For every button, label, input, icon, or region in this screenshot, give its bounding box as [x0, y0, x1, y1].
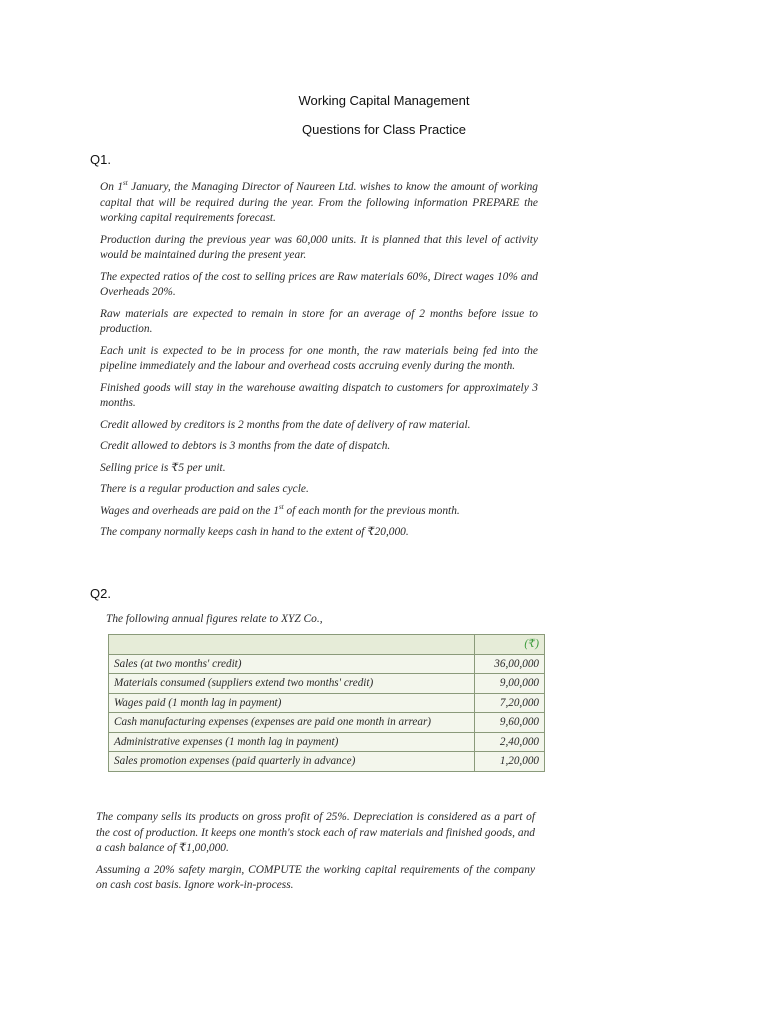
- q2-label: Q2.: [90, 586, 111, 601]
- row-label: Wages paid (1 month lag in payment): [109, 693, 475, 713]
- q1-p11-sup: st: [278, 502, 284, 511]
- q1-paragraph: Each unit is expected to be in process for one month, the raw materials being fed into the pipeline immediately and the labour and overhead costs accruing evenly during the month.: [100, 344, 538, 372]
- q1-paragraph: [100, 504, 538, 520]
- q2-body: [96, 810, 535, 900]
- table-row: [109, 693, 545, 713]
- row-value: 7,20,000: [475, 693, 545, 713]
- row-label: Sales (at two months' credit): [109, 654, 475, 674]
- row-value: 1,20,000: [475, 752, 545, 772]
- q2-paragraph: Assuming a 20% safety margin, COMPUTE the working capital requirements of the company on cash cost basis. Ignore work-in-process.: [96, 863, 535, 891]
- row-label: Sales promotion expenses (paid quarterly in advance): [109, 752, 475, 772]
- page-subtitle: Questions for Class Practice: [301, 122, 466, 137]
- q1-paragraph: Production during the previous year was 60,000 units. It is planned that this level of activity would be maintained during the present year.: [100, 233, 538, 261]
- q1-paragraph: The expected ratios of the cost to selling prices are Raw materials 60%, Direct wages 10% and Overheads 20%.: [100, 270, 538, 298]
- table-row: [109, 674, 545, 694]
- q1-label: Q1.: [90, 152, 111, 167]
- q1-paragraph: [100, 180, 538, 227]
- q1-paragraph: Credit allowed to debtors is 3 months from the date of dispatch.: [100, 440, 391, 452]
- row-value: 9,00,000: [475, 674, 545, 694]
- q1-p11-text: Wages and overheads are paid on the 1: [100, 504, 279, 517]
- table-row: [109, 752, 545, 772]
- row-value: 36,00,000: [475, 654, 545, 674]
- table-header-blank: [109, 635, 475, 655]
- q2-intro: The following annual figures relate to XYZ Co.,: [106, 613, 323, 625]
- row-value: 9,60,000: [475, 713, 545, 733]
- q1-paragraph: The company normally keeps cash in hand to the extent of ₹20,000.: [100, 526, 409, 538]
- page-title: Working Capital Management: [298, 93, 470, 108]
- table-row: [109, 713, 545, 733]
- row-label: Cash manufacturing expenses (expenses are paid one month in arrear): [109, 713, 475, 733]
- currency-header: (₹): [475, 635, 545, 655]
- row-label: Materials consumed (suppliers extend two months' credit): [109, 674, 475, 694]
- q1-paragraph: There is a regular production and sales cycle.: [100, 483, 309, 495]
- q1-p1-text-rest: January, the Managing Director of Naureen Ltd. wishes to know the amount of working capital that will be required during the year. From the following information PREPARE the working capital requirements forecast.: [100, 181, 538, 224]
- q1-p11-text-rest: of each month for the previous month.: [283, 504, 460, 517]
- q1-p1-text: On 1: [100, 181, 124, 193]
- row-value: 2,40,000: [475, 732, 545, 752]
- q1-paragraph: Finished goods will stay in the warehouse awaiting dispatch to customers for approximately 3 months.: [100, 381, 538, 409]
- q1-p1-sup: st: [123, 179, 128, 188]
- q1-paragraph: Selling price is ₹5 per unit.: [100, 461, 226, 474]
- q1-paragraph: Raw materials are expected to remain in store for an average of 2 months before issue to production.: [100, 307, 538, 335]
- table-header-row: [109, 635, 545, 655]
- row-label: Administrative expenses (1 month lag in payment): [109, 732, 475, 752]
- q1-paragraph: Credit allowed by creditors is 2 months from the date of delivery of raw material.: [100, 418, 471, 431]
- table-row: [109, 732, 545, 752]
- q1-body: [100, 180, 538, 547]
- q2-paragraph: The company sells its products on gross profit of 25%. Depreciation is considered as a part of the cost of production. It keeps one month's stock each of raw materials and finished goods, and a cash balance of ₹1,00,000.: [96, 811, 535, 854]
- figures-table: [108, 634, 545, 772]
- table-row: [109, 654, 545, 674]
